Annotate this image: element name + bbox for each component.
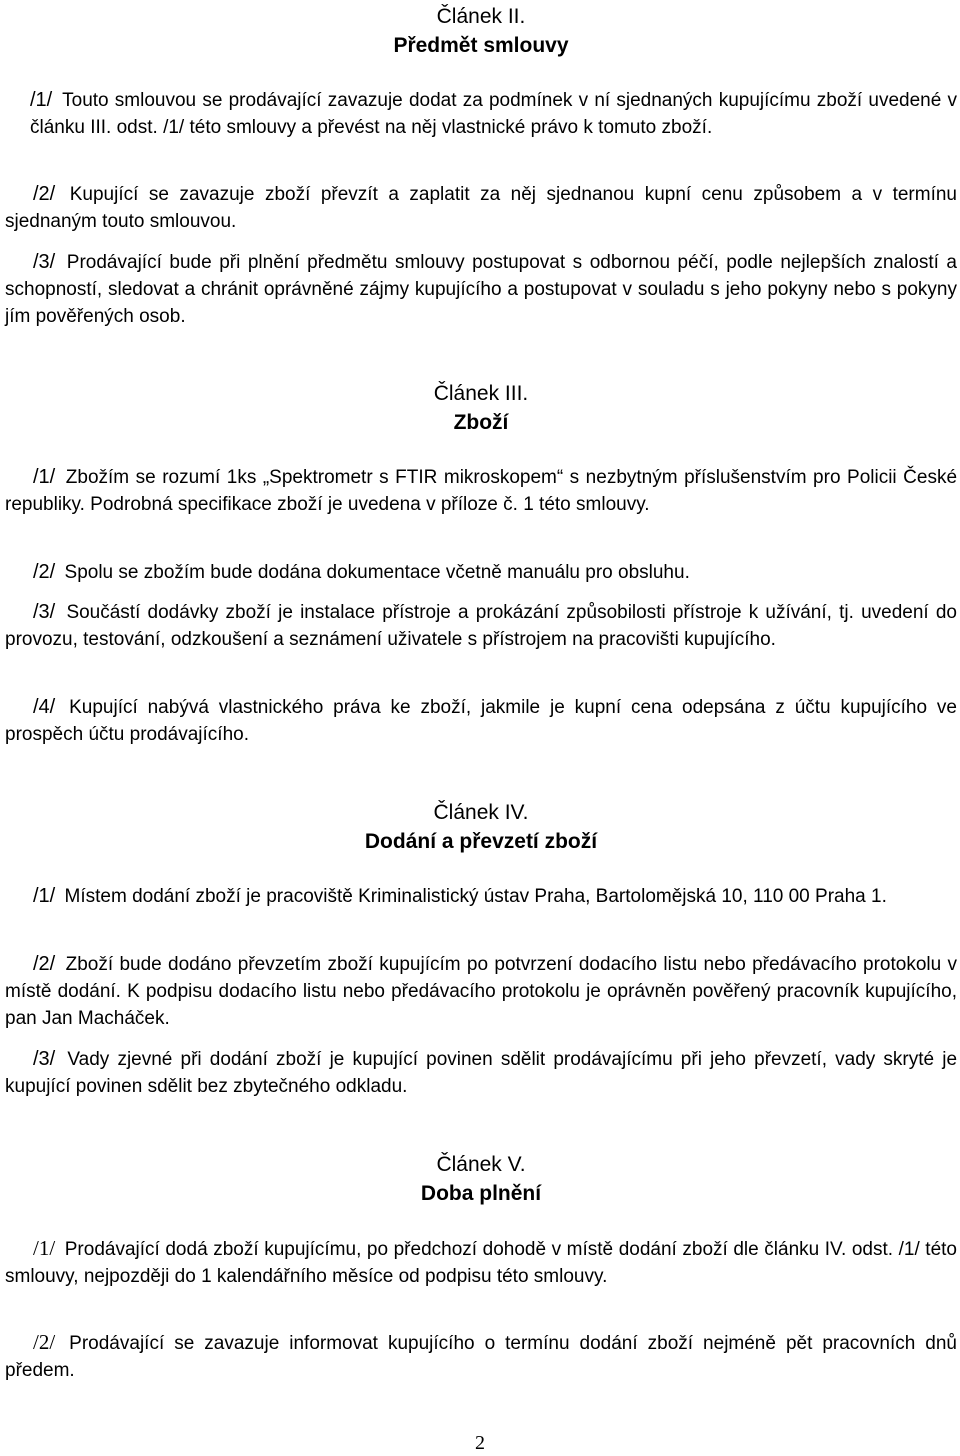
paragraph [5,1046,957,1100]
paragraph [5,951,957,1032]
page-number: 2 [475,1432,485,1454]
paragraph-number: /2/ [33,1330,56,1354]
paragraph-number: /1/ [33,466,56,488]
paragraph-text: Prodávající se zavazuje informovat kupujícího o termínu dodání zboží nejméně pět pracovních dnů předem. [5,1333,957,1381]
article-title: Předmět smlouvy [393,34,569,57]
paragraph-text: Touto smlouvou se prodávající zavazuje dodat za podmínek v ní sjednaných kupujícímu zboží uvedené v článku III. odst. /1/ této smlouvy a převést na něj vlastnické právo k tomuto zboží. [30,90,958,138]
article-number: Článek V. [436,1153,526,1176]
paragraph-text: Kupující nabývá vlastnického práva ke zboží, jakmile je kupní cena odepsána z účtu kupujícího ve prospěch účtu prodávajícího. [5,697,957,745]
paragraph-number: /1/ [30,89,53,111]
paragraph-text: Spolu se zbožím bude dodána dokumentace včetně manuálu pro obsluhu. [64,562,690,583]
paragraph-text: Zboží bude dodáno převzetím zboží kupujícím po potvrzení dodacího listu nebo předávacího protokolu v místě dodání. K podpisu dodacího listu nebo předávacího protokolu je oprávněn pověřený pracovník kupujícího, pan Jan Macháček. [5,954,958,1029]
paragraph-text: Kupující se zavazuje zboží převzít a zaplatit za něj sjednanou kupní cenu způsobem a v termínu sjednaným touto smlouvou. [5,184,957,232]
article-title: Doba plnění [420,1182,542,1205]
paragraph [5,694,957,748]
article-heading [5,2,957,60]
paragraph [5,181,957,235]
paragraph [5,559,957,586]
paragraph [5,1329,957,1384]
paragraph-number: /2/ [33,183,56,205]
article-title: Dodání a převzetí zboží [364,830,598,853]
paragraph-text: Vady zjevné při dodání zboží je kupující povinen sdělit prodávajícímu při jeho převzetí, vady skryté je kupující povinen sdělit bez zbytečného odkladu. [5,1049,958,1097]
paragraph-number: /3/ [33,251,56,273]
paragraph-text: Prodávající bude při plnění předmětu smlouvy postupovat s odbornou péčí, podle nejlepších znalostí a schopností, sledovat a chránit oprávněné zájmy kupujícího a postupovat v souladu s jeho pokyny nebo s pokyny jím pověřených osob. [5,252,957,327]
paragraph-text: Místem dodání zboží je pracoviště Kriminalistický ústav Praha, Bartolomějská 10, 110 00 Praha 1. [64,886,887,907]
article-number: Článek IV. [433,801,529,824]
paragraph-number: /1/ [33,1236,56,1260]
article-heading [5,1150,957,1208]
paragraph-text: Prodávající dodá zboží kupujícímu, po předchozí dohodě v místě dodání zboží dle článku IV. odst. /1/ této smlouvy, nejpozději do 1 kalendářního měsíce od podpisu této smlouvy. [5,1239,957,1287]
paragraph [30,87,957,141]
paragraph-text: Součástí dodávky zboží je instalace přístroje a prokázání způsobilosti přístroje k užívání, tj. uvedení do provozu, testování, odzkoušení a seznámení uživatele s přístrojem na pracovišti kupujícího. [5,602,958,650]
paragraph-number: /2/ [33,561,56,583]
paragraph-number: /2/ [33,953,56,975]
article-title: Zboží [453,411,509,434]
paragraph-number: /1/ [33,885,56,907]
paragraph [5,464,957,518]
paragraph [5,599,957,653]
article-heading [5,798,957,856]
paragraph [5,249,957,330]
article-heading [5,379,957,437]
paragraph-text: Zbožím se rozumí 1ks „Spektrometr s FTIR mikroskopem“ s nezbytným příslušenstvím pro Policii České republiky. Podrobná specifikace zboží je uvedena v příloze č. 1 této smlouvy. [5,467,958,515]
paragraph-number: /4/ [33,696,56,718]
paragraph [5,883,957,910]
article-number: Článek II. [436,5,526,28]
paragraph-number: /3/ [33,1048,56,1070]
paragraph [5,1235,957,1290]
article-number: Článek III. [433,382,529,405]
paragraph-number: /3/ [33,601,56,623]
